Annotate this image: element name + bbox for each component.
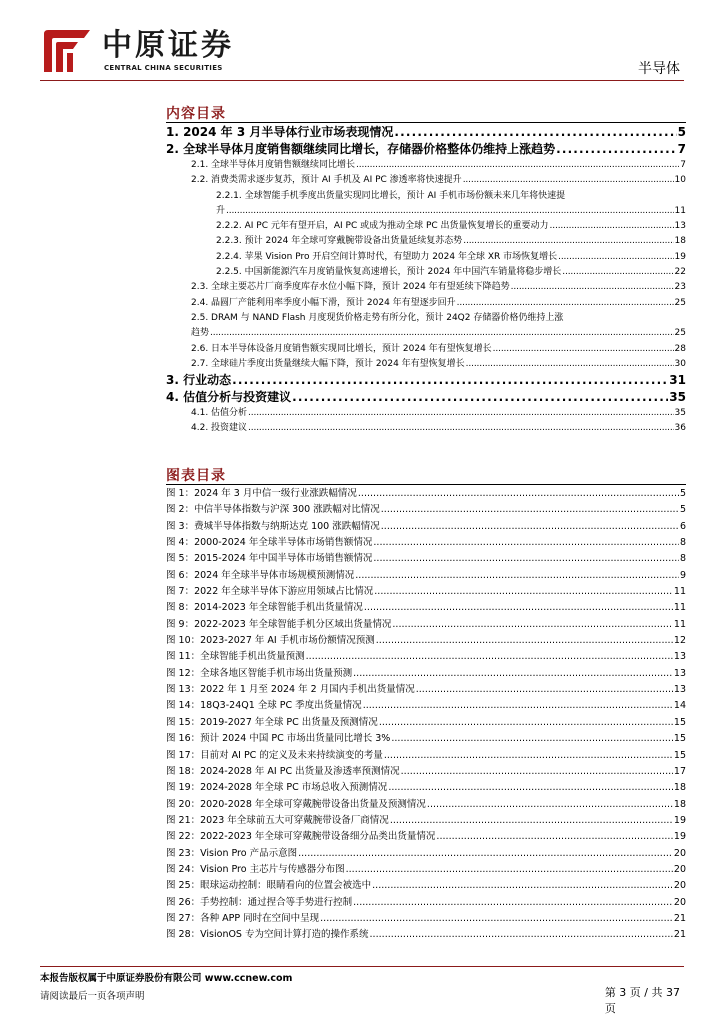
toc-entry[interactable]: 2.2.4. 苹果 Vision Pro 开启空间计算时代，有望助力 2024 年全球 XR 市场恢复增长 . . . 19 [166, 250, 686, 265]
toc-entry-continued[interactable]: 升 . . . 11 [166, 204, 686, 219]
page-number: 第 3 页 / 共 37 页 [604, 986, 680, 1015]
figure-entry[interactable]: 图 2：中信半导体指数与沪深 300 涨跌幅对比情况 . . . 5 [166, 502, 686, 518]
logo-english-name: CENTRAL CHINA SECURITIES [104, 64, 223, 72]
figure-entry[interactable]: 图 27：各种 APP 同时在空间中呈现 . . . 21 [166, 911, 686, 927]
toc-entry[interactable]: 2.5. DRAM 与 NAND Flash 月度现货价格走势有所分化，预计 24Q2 存储器价格仍维持上涨 [191, 312, 564, 323]
toc-divider [166, 122, 686, 123]
figure-entry[interactable]: 图 9：2022-2023 年全球智能手机分区域出货量情况 . . . 11 [166, 617, 686, 633]
toc-entry[interactable]: 2.7. 全球硅片季度出货量继续大幅下降，预计 2024 年有望恢复增长 . . . 30 [166, 357, 686, 372]
toc-entry[interactable]: 4.2. 投资建议 . . . 36 [166, 421, 686, 436]
toc-entry[interactable]: 4.1. 估值分析 . . . 35 [166, 406, 686, 421]
toc-entry[interactable]: 3. 行业动态 . . . 31 [166, 372, 686, 389]
toc-entry[interactable]: 2.2.1. 全球智能手机季度出货量实现同比增长，预计 AI 手机市场份额未来几年将快速提 [216, 190, 566, 201]
figure-entry[interactable]: 图 26：手势控制：通过捏合等手势进行控制 . . . 20 [166, 895, 686, 911]
toc-entry[interactable]: 2.2. 消费类需求逐步复苏，预计 AI 手机及 AI PC 渗透率将快速提升 . . . 10 [166, 173, 686, 188]
list-of-figures [166, 486, 686, 944]
toc-entry[interactable]: 2.1. 全球半导体月度销售额继续同比增长 . . . 7 [166, 158, 686, 173]
figure-entry[interactable]: 图 13：2022 年 1 月至 2024 年 2 月国内手机出货量情况 . . . 13 [166, 682, 686, 698]
figure-entry[interactable]: 图 20：2020-2028 年全球可穿戴腕带设备出货量及预测情况 . . . 18 [166, 797, 686, 813]
figure-entry[interactable]: 图 3：费城半导体指数与纳斯达克 100 涨跌幅情况 . . . 6 [166, 519, 686, 535]
figure-entry[interactable]: 图 18：2024-2028 年 AI PC 出货量及渗透率预测情况 . . . 17 [166, 764, 686, 780]
figure-entry[interactable]: 图 12：全球各地区智能手机市场出货量预测 . . . 13 [166, 666, 686, 682]
figure-entry[interactable]: 图 10：2023-2027 年 AI 手机市场份额情况预测 . . . 12 [166, 633, 686, 649]
toc-entry[interactable]: 2.2.2. AI PC 元年有望开启，AI PC 或成为推动全球 PC 出货量恢复增长的重要动力 . . . 13 [166, 219, 686, 234]
disclaimer-note: 请阅读最后一页各项声明 [40, 991, 145, 1002]
figure-entry[interactable]: 图 17：目前对 AI PC 的定义及未来持续演变的考量 . . . 15 [166, 748, 686, 764]
report-category: 半导体 [638, 61, 680, 77]
figure-entry[interactable]: 图 28：VisionOS 专为空间计算打造的操作系统 . . . 21 [166, 927, 686, 943]
toc-entry[interactable]: 4. 估值分析与投资建议 . . . 35 [166, 389, 686, 406]
figure-entry[interactable]: 图 25：眼球运动控制：眼睛看向的位置会被选中 . . . 20 [166, 878, 686, 894]
figure-entry[interactable]: 图 19：2024-2028 年全球 PC 市场总收入预测情况 . . . 18 [166, 780, 686, 796]
toc-entry[interactable]: 1. 2024 年 3 月半导体行业市场表现情况 . . . 5 [166, 124, 686, 141]
copyright-notice: 本报告版权属于中原证券股份有限公司 www.ccnew.com [40, 973, 293, 984]
toc-entry[interactable]: 2. 全球半导体月度销售额继续同比增长，存储器价格整体仍维持上涨趋势 . . . 7 [166, 141, 686, 158]
toc-entry[interactable]: 2.2.5. 中国新能源汽车月度销量恢复高速增长，预计 2024 年中国汽车销量将稳步增长 . . . 22 [166, 265, 686, 280]
toc-entry[interactable]: 2.2.3. 预计 2024 年全球可穿戴腕带设备出货量延续复苏态势 . . . 18 [166, 234, 686, 249]
figure-entry[interactable]: 图 5：2015-2024 年中国半导体市场销售额情况 . . . 8 [166, 551, 686, 567]
figure-entry[interactable]: 图 15：2019-2027 年全球 PC 出货量及预测情况 . . . 15 [166, 715, 686, 731]
logo-icon [40, 28, 96, 74]
toc-entry[interactable]: 2.6. 日本半导体设备月度销售额实现同比增长，预计 2024 年有望恢复增长 . . . 28 [166, 342, 686, 357]
figure-entry[interactable]: 图 6：2024 年全球半导体市场规模预测情况 . . . 9 [166, 568, 686, 584]
header-divider [40, 80, 684, 81]
logo-chinese-name: 中原证券 [102, 28, 234, 63]
figure-entry[interactable]: 图 11：全球智能手机出货量预测 . . . 13 [166, 649, 686, 665]
toc-entry-continued[interactable]: 趋势 . . . 25 [166, 326, 686, 341]
figure-entry[interactable]: 图 24：Vision Pro 主芯片与传感器分布图 . . . 20 [166, 862, 686, 878]
toc-entry[interactable]: 2.4. 晶圆厂产能利用率季度小幅下滑，预计 2024 年有望逐步回升 . . . 25 [166, 296, 686, 311]
toc-entry[interactable]: 2.3. 全球主要芯片厂商季度库存水位小幅下降，预计 2024 年有望延续下降趋势 . . . 23 [166, 280, 686, 295]
figures-divider [166, 484, 686, 485]
figure-entry[interactable]: 图 1：2024 年 3 月中信一级行业涨跌幅情况 . . . 5 [166, 486, 686, 502]
figure-entry[interactable]: 图 22：2022-2023 年全球可穿戴腕带设备细分品类出货量情况 . . . 19 [166, 829, 686, 845]
figure-entry[interactable]: 图 7：2022 年全球半导体下游应用领域占比情况 . . . 11 [166, 584, 686, 600]
figures-title: 图表目录 [166, 468, 226, 484]
figure-entry[interactable]: 图 23：Vision Pro 产品示意图 . . . 20 [166, 846, 686, 862]
figure-entry[interactable]: 图 16：预计 2024 中国 PC 市场出货量同比增长 3% . . . 15 [166, 731, 686, 747]
table-of-contents [166, 124, 686, 437]
page-header [0, 0, 724, 82]
footer-divider [40, 966, 684, 967]
figure-entry[interactable]: 图 21：2023 年全球前五大可穿戴腕带设备厂商情况 . . . 19 [166, 813, 686, 829]
figure-entry[interactable]: 图 8：2014-2023 年全球智能手机出货量情况 . . . 11 [166, 600, 686, 616]
figure-entry[interactable]: 图 14：18Q3-24Q1 全球 PC 季度出货量情况 . . . 14 [166, 698, 686, 714]
toc-title: 内容目录 [166, 106, 226, 122]
figure-entry[interactable]: 图 4：2000-2024 年全球半导体市场销售额情况 . . . 8 [166, 535, 686, 551]
